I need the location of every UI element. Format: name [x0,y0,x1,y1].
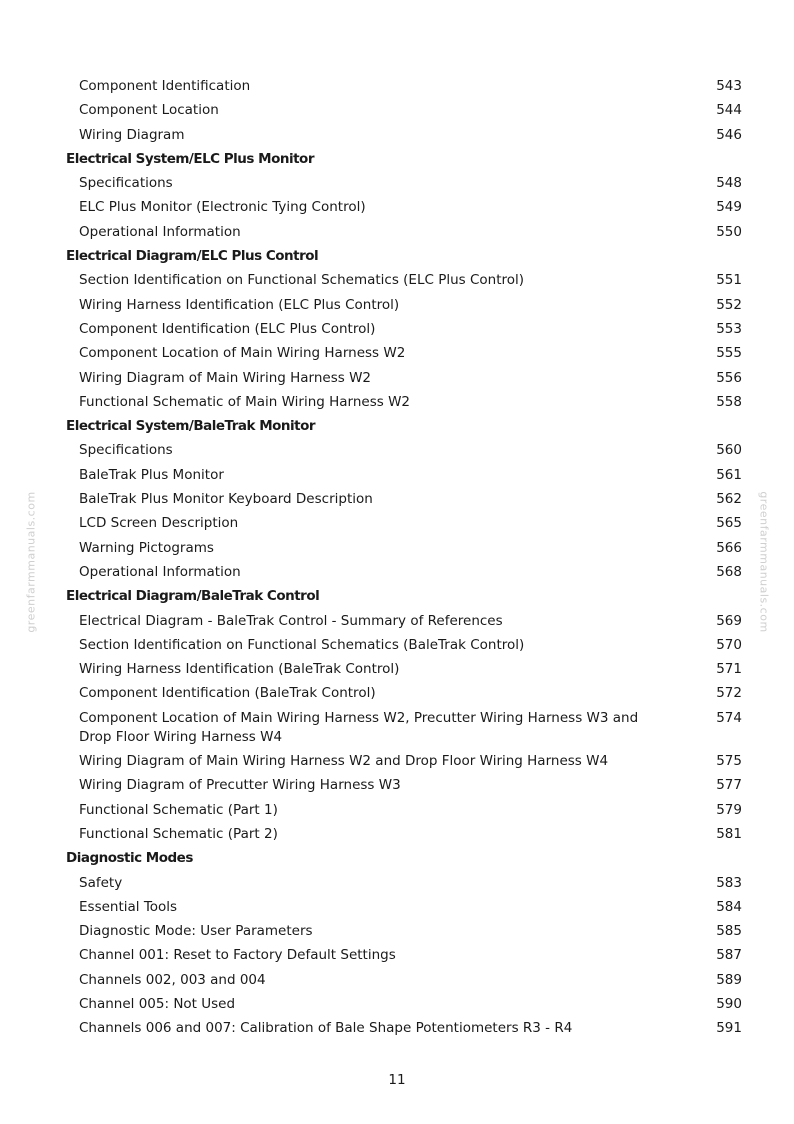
toc-entry-title: Functional Schematic (Part 2) [79,825,278,842]
toc-entry-page-number: 566 [716,539,742,556]
toc-entry[interactable] [66,563,744,582]
toc-entry[interactable] [66,466,744,485]
toc-entry-title: Component Identification (ELC Plus Control) [79,320,376,337]
toc-entry[interactable] [66,296,744,315]
toc-entry[interactable] [66,946,744,965]
toc-entry[interactable] [66,320,744,339]
toc-entry-page-number: 565 [716,515,742,532]
toc-entry-title: Diagnostic Mode: User Parameters [79,923,313,940]
toc-entry-title: Functional Schematic (Part 1) [79,801,278,818]
toc-entry-title: Operational Information [79,563,241,580]
toc-entry-title: Operational Information [79,223,241,240]
toc-entry-title: Channel 005: Not Used [79,995,236,1012]
toc-entry[interactable] [66,636,744,655]
toc-entry-page-number: 581 [716,825,742,842]
toc-entry-title: Wiring Harness Identification (BaleTrak Control) [79,661,400,678]
toc-entry[interactable] [66,874,744,893]
toc-entry[interactable] [66,539,744,558]
toc-entry[interactable] [66,971,744,990]
toc-entry[interactable] [66,825,744,844]
toc-entry[interactable] [66,660,744,679]
toc-entry-page-number: 585 [716,923,742,940]
toc-entry-page-number: 571 [716,661,742,678]
watermark-left: greenfarmmanuals.com [24,491,38,633]
toc-entry-page-number: 552 [716,296,742,313]
toc-entry[interactable] [66,344,744,363]
toc-entry-page-number: 583 [716,874,742,891]
toc-section-heading: Diagnostic Modes [66,850,193,867]
toc-entry-page-number: 561 [716,466,742,483]
toc-entry-title: Essential Tools [79,898,178,915]
toc-entry-page-number: 551 [716,272,742,289]
toc-entry[interactable] [66,922,744,941]
toc-entry-page-number: 590 [716,995,742,1012]
toc-entry-title: Component Location of Main Wiring Harness W2 [79,345,406,362]
toc-entry-page-number: 591 [716,1020,742,1037]
toc-entry-page-number: 572 [716,685,742,702]
table-of-contents [66,77,744,1044]
toc-entry-page-number: 548 [716,175,742,192]
toc-entry-page-number: 549 [716,199,742,216]
toc-entry[interactable] [66,271,744,290]
toc-entry-page-number: 546 [716,126,742,143]
toc-section-heading: Electrical Diagram/ELC Plus Control [66,248,319,265]
watermark-right: greenfarmmanuals.com [757,491,771,633]
toc-entry[interactable] [66,514,744,533]
toc-entry[interactable] [66,441,744,460]
toc-section-heading: Electrical System/BaleTrak Monitor [66,418,316,435]
toc-entry[interactable] [66,393,744,412]
toc-entry[interactable] [66,490,744,509]
toc-entry-title: LCD Screen Description [79,515,239,532]
toc-entry-title: Component Identification (BaleTrak Control) [79,685,376,702]
toc-entry-page-number: 556 [716,369,742,386]
toc-entry-page-number: 560 [716,442,742,459]
toc-entry-page-number: 553 [716,320,742,337]
toc-entry-title: Wiring Diagram of Main Wiring Harness W2 [79,369,372,386]
toc-entry-title: Electrical Diagram - BaleTrak Control - Summary of References [79,612,503,629]
toc-entry-title: Component Location of Main Wiring Harness W2, Precutter Wiring Harness W3 and Drop Floor Wiring Harness W4 [79,709,639,745]
toc-section-heading: Electrical Diagram/BaleTrak Control [66,588,320,605]
page-number: 11 [388,1072,406,1088]
toc-section-heading: Electrical System/ELC Plus Monitor [66,150,314,167]
toc-entry-title: Component Identification [79,78,251,94]
toc-entry-title: BaleTrak Plus Monitor [79,466,224,483]
toc-entry-title: Wiring Diagram [79,126,185,143]
toc-entry[interactable] [66,223,744,242]
toc-entry-page-number: 587 [716,947,742,964]
toc-entry[interactable] [66,684,744,703]
toc-entry-page-number: 570 [716,636,742,653]
toc-entry-page-number: 550 [716,223,742,240]
toc-entry-title: Specifications [79,442,173,459]
toc-entry-title: Wiring Harness Identification (ELC Plus Control) [79,296,400,313]
toc-entry[interactable] [66,126,744,145]
toc-entry[interactable] [66,709,744,747]
toc-entry[interactable] [66,898,744,917]
toc-entry-title: Functional Schematic of Main Wiring Harness W2 [79,393,411,410]
toc-entry-title: Specifications [79,175,173,192]
toc-entry-title: Channels 006 and 007: Calibration of Bale Shape Potentiometers R3 - R4 [79,1020,573,1037]
toc-entry-title: Channel 001: Reset to Factory Default Settings [79,947,396,964]
toc-entry-title: Safety [79,874,123,891]
toc-entry[interactable] [66,101,744,120]
toc-entry-title: ELC Plus Monitor (Electronic Tying Control) [79,199,366,216]
toc-entry[interactable] [66,198,744,217]
toc-entry-page-number: 577 [716,777,742,794]
toc-entry-title: Section Identification on Functional Schematics (ELC Plus Control) [79,272,525,289]
toc-entry[interactable] [66,995,744,1014]
toc-entry-page-number: 555 [716,345,742,362]
toc-entry-title: Component Location [79,102,219,119]
toc-entry-page-number: 543 [716,78,742,94]
toc-entry-title: Warning Pictograms [79,539,214,556]
toc-entry-page-number: 568 [716,563,742,580]
toc-entry-page-number: 562 [716,491,742,508]
toc-entry-page-number: 589 [716,971,742,988]
toc-entry-page-number: 579 [716,801,742,818]
toc-entry-title: Wiring Diagram of Main Wiring Harness W2 and Drop Floor Wiring Harness W4 [79,753,609,770]
toc-entry[interactable] [66,1019,744,1038]
toc-entry[interactable] [66,369,744,388]
toc-entry[interactable] [66,776,744,795]
toc-entry-page-number: 574 [716,709,742,726]
toc-entry-title: BaleTrak Plus Monitor Keyboard Description [79,491,373,508]
toc-entry-title: Wiring Diagram of Precutter Wiring Harness W3 [79,777,401,794]
toc-entry-title: Section Identification on Functional Schematics (BaleTrak Control) [79,636,525,653]
toc-entry-page-number: 558 [716,393,742,410]
toc-entry[interactable] [66,801,744,820]
toc-entry[interactable] [66,752,744,771]
toc-entry[interactable] [66,612,744,631]
toc-entry-page-number: 544 [716,102,742,119]
toc-entry-page-number: 569 [716,612,742,629]
toc-entry-page-number: 575 [716,753,742,770]
toc-entry-page-number: 584 [716,898,742,915]
toc-entry[interactable] [66,77,744,96]
toc-entry-title: Channels 002, 003 and 004 [79,971,266,988]
toc-entry[interactable] [66,174,744,193]
